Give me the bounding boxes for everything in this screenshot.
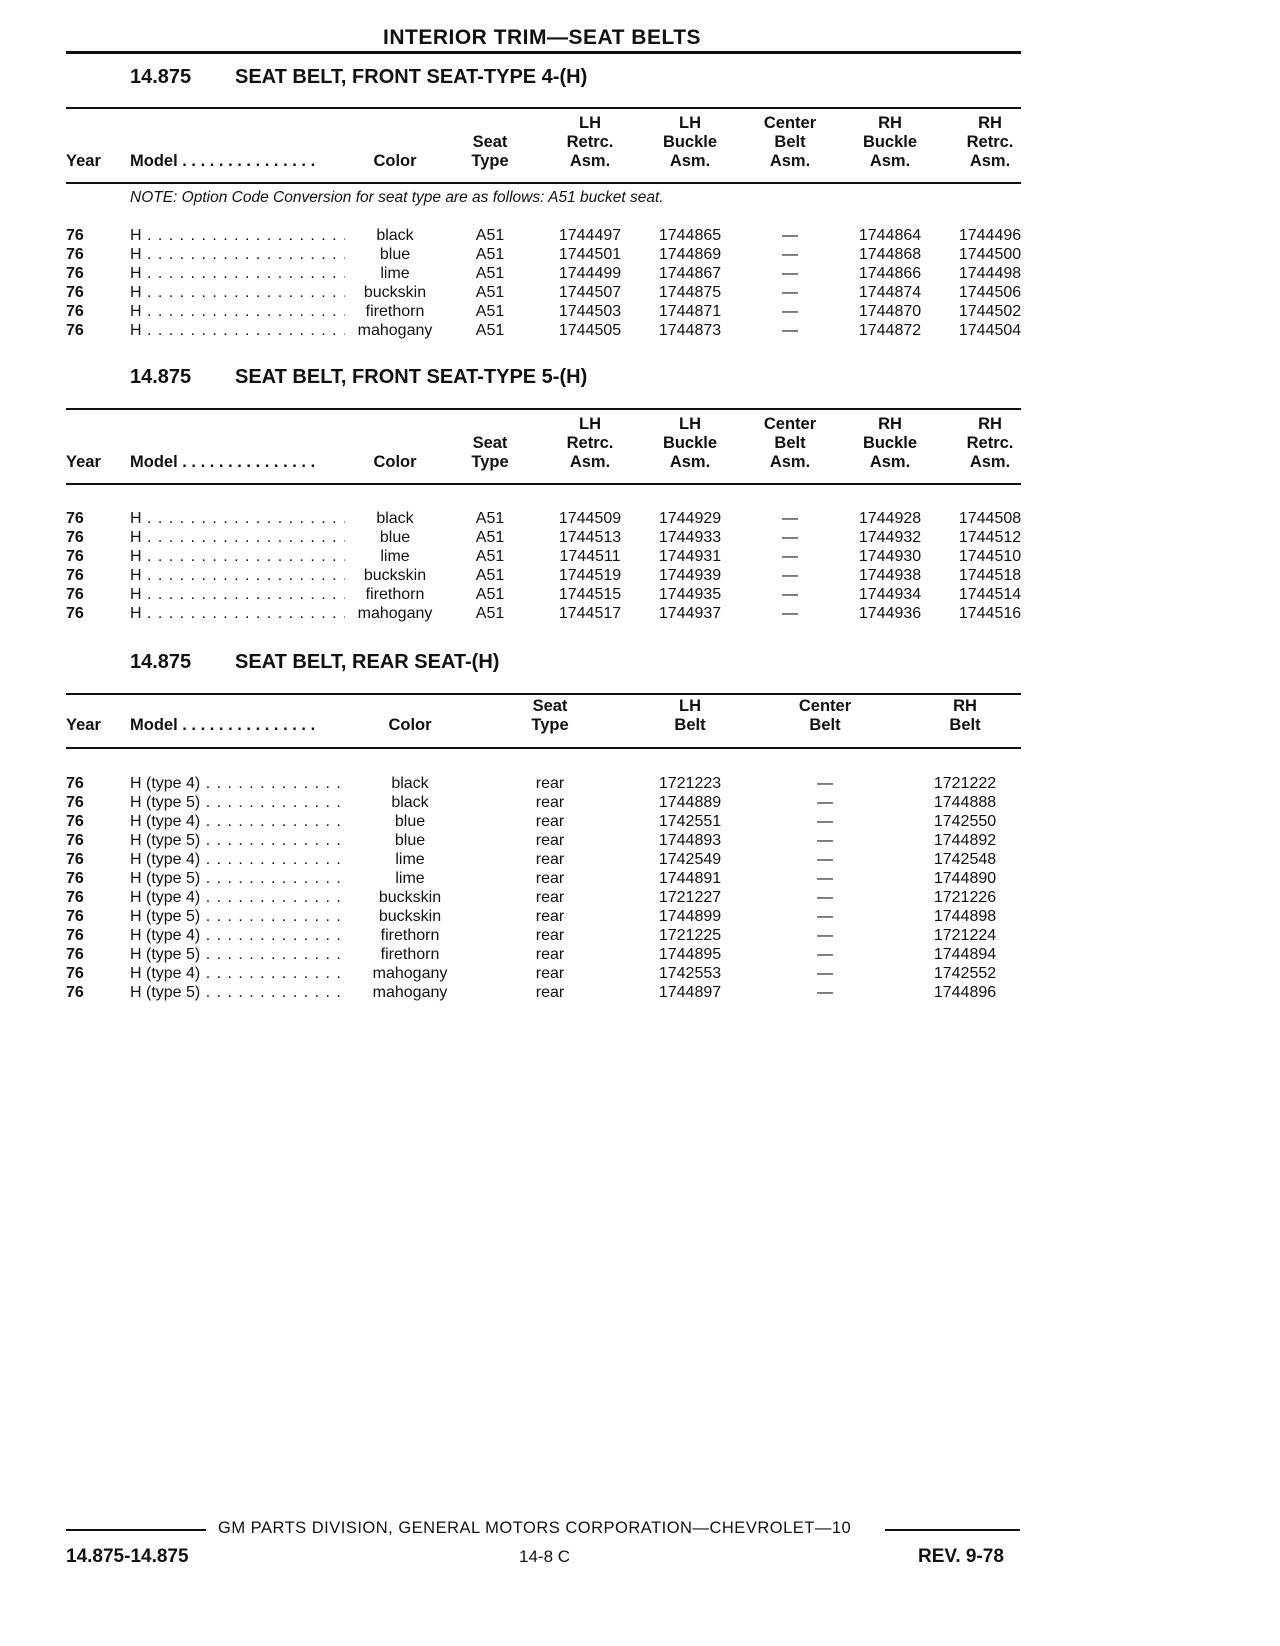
- model-cell: H . . .: [130, 321, 345, 340]
- color-cell: mahogany: [357, 322, 433, 339]
- model-cell: H (type 5) . . .: [130, 793, 345, 812]
- table-row: [0, 983, 1280, 1002]
- model-cell: H . . .: [130, 547, 345, 566]
- footer-revision: REV. 9-78: [918, 1546, 1004, 1567]
- lh-retrc-cell: 1744517: [558, 605, 622, 622]
- rh-retrc-cell: 1744496: [958, 227, 1022, 244]
- table-row: [0, 604, 1280, 623]
- model-cell: H (type 5) . . .: [130, 907, 345, 926]
- color-cell: blue: [379, 246, 411, 263]
- center-belt-cell: —: [782, 227, 798, 244]
- color-cell: lime: [380, 265, 410, 282]
- lh-retrc-cell: 1744513: [558, 529, 622, 546]
- seat-type-cell: rear: [535, 927, 565, 944]
- lh-buckle-cell: 1744871: [658, 303, 722, 320]
- rh-retrc-cell: 1744516: [958, 605, 1022, 622]
- year-cell: 76: [66, 548, 84, 565]
- year-cell: 76: [66, 832, 84, 849]
- s2-header-model: Model . . . . . . . . . . . . . . .: [130, 453, 316, 471]
- rh-retrc-cell: 1744508: [958, 510, 1022, 527]
- rh-buckle-cell: 1744866: [858, 265, 922, 282]
- seat-type-cell: rear: [535, 889, 565, 906]
- center-belt-cell: —: [817, 946, 833, 963]
- model-cell: H . . .: [130, 528, 345, 547]
- color-cell: blue: [394, 832, 426, 849]
- year-cell: 76: [66, 510, 84, 527]
- table-row: [0, 264, 1280, 283]
- year-cell: 76: [66, 322, 84, 339]
- lh-buckle-cell: 1744865: [658, 227, 722, 244]
- rh-buckle-cell: 1744928: [858, 510, 922, 527]
- seat-type-cell: rear: [535, 832, 565, 849]
- s1-header-color: Color: [373, 152, 417, 170]
- table-row: [0, 869, 1280, 888]
- seat-type-note: NOTE: Option Code Conversion for seat type are as follows: A51 bucket seat.: [130, 189, 664, 206]
- s2-header-lh-retrc: LH Retrc. Asm.: [566, 415, 614, 471]
- color-cell: buckskin: [363, 567, 427, 584]
- center-belt-cell: —: [817, 870, 833, 887]
- s2-header-rh-buckle: RH Buckle Asm.: [862, 415, 918, 471]
- lh-belt-cell: 1744889: [658, 794, 722, 811]
- color-cell: black: [376, 510, 414, 527]
- year-cell: 76: [66, 813, 84, 830]
- table-row: [0, 888, 1280, 907]
- section-1-number: 14.875: [130, 66, 192, 88]
- footer-page-number: 14-8 C: [519, 1547, 571, 1566]
- lh-belt-cell: 1721227: [658, 889, 722, 906]
- color-cell: firethorn: [365, 303, 425, 320]
- lh-buckle-cell: 1744939: [658, 567, 722, 584]
- lh-retrc-cell: 1744497: [558, 227, 622, 244]
- s2-header-center-belt: Center Belt Asm.: [763, 415, 817, 471]
- lh-buckle-cell: 1744935: [658, 586, 722, 603]
- rh-buckle-cell: 1744934: [858, 586, 922, 603]
- section-1-title: SEAT BELT, FRONT SEAT-TYPE 4-(H): [235, 66, 588, 88]
- model-cell: H (type 4) . . .: [130, 888, 345, 907]
- color-cell: black: [391, 794, 429, 811]
- center-belt-cell: —: [817, 908, 833, 925]
- rh-buckle-cell: 1744868: [858, 246, 922, 263]
- seat-type-cell: A51: [475, 548, 505, 565]
- seat-type-cell: A51: [475, 567, 505, 584]
- year-cell: 76: [66, 227, 84, 244]
- center-belt-cell: —: [782, 586, 798, 603]
- center-belt-cell: —: [817, 813, 833, 830]
- table-row: [0, 945, 1280, 964]
- s2-header-seat-type: Seat Type: [471, 434, 509, 471]
- year-cell: 76: [66, 984, 84, 1001]
- center-belt-cell: —: [817, 889, 833, 906]
- table-row: [0, 547, 1280, 566]
- rh-retrc-cell: 1744500: [958, 246, 1022, 263]
- year-cell: 76: [66, 851, 84, 868]
- s1-header-seat-type: Seat Type: [471, 133, 509, 170]
- lh-belt-cell: 1721223: [658, 775, 722, 792]
- rh-buckle-cell: 1744936: [858, 605, 922, 622]
- year-cell: 76: [66, 908, 84, 925]
- seat-type-cell: rear: [535, 965, 565, 982]
- seat-type-cell: rear: [535, 984, 565, 1001]
- color-cell: mahogany: [372, 984, 448, 1001]
- table-row: [0, 528, 1280, 547]
- model-cell: H (type 4) . . .: [130, 850, 345, 869]
- rh-retrc-cell: 1744512: [958, 529, 1022, 546]
- s2-header-lh-buckle: LH Buckle Asm.: [662, 415, 718, 471]
- seat-type-cell: A51: [475, 529, 505, 546]
- model-cell: H (type 5) . . .: [130, 983, 345, 1002]
- table-row: [0, 831, 1280, 850]
- lh-buckle-cell: 1744937: [658, 605, 722, 622]
- model-cell: H . . .: [130, 283, 345, 302]
- year-cell: 76: [66, 794, 84, 811]
- title-rule: [66, 51, 1021, 54]
- color-cell: firethorn: [380, 927, 440, 944]
- s2-header-rh-retrc: RH Retrc. Asm.: [966, 415, 1014, 471]
- year-cell: 76: [66, 927, 84, 944]
- model-cell: H (type 5) . . .: [130, 945, 345, 964]
- footer-rule-right: [885, 1529, 1020, 1531]
- rh-retrc-cell: 1744506: [958, 284, 1022, 301]
- seat-type-cell: rear: [535, 946, 565, 963]
- section-1-header-bottom-rule: [66, 182, 1021, 184]
- center-belt-cell: —: [817, 965, 833, 982]
- section-2-heading: [130, 366, 587, 389]
- rh-retrc-cell: 1744514: [958, 586, 1022, 603]
- model-cell: H . . .: [130, 566, 345, 585]
- center-belt-cell: —: [782, 246, 798, 263]
- center-belt-cell: —: [782, 548, 798, 565]
- center-belt-cell: —: [782, 567, 798, 584]
- seat-type-cell: rear: [535, 775, 565, 792]
- table-row: [0, 566, 1280, 585]
- lh-buckle-cell: 1744869: [658, 246, 722, 263]
- rh-buckle-cell: 1744932: [858, 529, 922, 546]
- color-cell: lime: [395, 870, 425, 887]
- table-row: [0, 850, 1280, 869]
- seat-type-cell: A51: [475, 265, 505, 282]
- table-row: [0, 926, 1280, 945]
- lh-buckle-cell: 1744933: [658, 529, 722, 546]
- section-2-number: 14.875: [130, 366, 192, 388]
- s1-header-rh-buckle: RH Buckle Asm.: [862, 114, 918, 170]
- rh-buckle-cell: 1744870: [858, 303, 922, 320]
- lh-buckle-cell: 1744875: [658, 284, 722, 301]
- model-cell: H . . .: [130, 264, 345, 283]
- section-1-heading: [130, 66, 587, 89]
- color-cell: buckskin: [378, 889, 442, 906]
- table-row: [0, 283, 1280, 302]
- seat-type-cell: rear: [535, 813, 565, 830]
- center-belt-cell: —: [817, 851, 833, 868]
- seat-type-cell: A51: [475, 227, 505, 244]
- center-belt-cell: —: [782, 322, 798, 339]
- year-cell: 76: [66, 605, 84, 622]
- color-cell: black: [391, 775, 429, 792]
- seat-type-cell: A51: [475, 322, 505, 339]
- lh-belt-cell: 1744897: [658, 984, 722, 1001]
- table-row: [0, 321, 1280, 340]
- color-cell: firethorn: [365, 586, 425, 603]
- seat-type-cell: rear: [535, 870, 565, 887]
- center-belt-cell: —: [782, 510, 798, 527]
- s3-header-center-belt: Center Belt: [798, 697, 852, 734]
- year-cell: 76: [66, 567, 84, 584]
- lh-retrc-cell: 1744509: [558, 510, 622, 527]
- lh-retrc-cell: 1744505: [558, 322, 622, 339]
- center-belt-cell: —: [817, 832, 833, 849]
- year-cell: 76: [66, 965, 84, 982]
- year-cell: 76: [66, 529, 84, 546]
- section-3-header-top-rule: [66, 693, 1021, 695]
- center-belt-cell: —: [817, 927, 833, 944]
- lh-buckle-cell: 1744931: [658, 548, 722, 565]
- table-row: [0, 964, 1280, 983]
- year-cell: 76: [66, 870, 84, 887]
- s1-header-lh-retrc: LH Retrc. Asm.: [566, 114, 614, 170]
- lh-retrc-cell: 1744507: [558, 284, 622, 301]
- seat-type-cell: A51: [475, 303, 505, 320]
- lh-buckle-cell: 1744873: [658, 322, 722, 339]
- section-2-header-top-rule: [66, 408, 1021, 410]
- table-row: [0, 585, 1280, 604]
- model-cell: H . . .: [130, 585, 345, 604]
- model-cell: H (type 4) . . .: [130, 926, 345, 945]
- color-cell: lime: [395, 851, 425, 868]
- color-cell: mahogany: [357, 605, 433, 622]
- rh-retrc-cell: 1744502: [958, 303, 1022, 320]
- section-2-title: SEAT BELT, FRONT SEAT-TYPE 5-(H): [235, 366, 588, 388]
- table-row: [0, 509, 1280, 528]
- center-belt-cell: —: [782, 605, 798, 622]
- s2-header-color: Color: [373, 453, 417, 471]
- year-cell: 76: [66, 946, 84, 963]
- color-cell: blue: [394, 813, 426, 830]
- model-cell: H . . .: [130, 604, 345, 623]
- table-row: [0, 907, 1280, 926]
- lh-buckle-cell: 1744867: [658, 265, 722, 282]
- rh-buckle-cell: 1744872: [858, 322, 922, 339]
- s2-header-year: Year: [66, 453, 101, 471]
- table-row: [0, 812, 1280, 831]
- rh-retrc-cell: 1744498: [958, 265, 1022, 282]
- s1-header-rh-retrc: RH Retrc. Asm.: [966, 114, 1014, 170]
- lh-belt-cell: 1744891: [658, 870, 722, 887]
- seat-type-cell: rear: [535, 908, 565, 925]
- lh-belt-cell: 1744893: [658, 832, 722, 849]
- color-cell: buckskin: [378, 908, 442, 925]
- lh-belt-cell: 1721225: [658, 927, 722, 944]
- year-cell: 76: [66, 889, 84, 906]
- lh-retrc-cell: 1744511: [559, 548, 621, 565]
- year-cell: 76: [66, 284, 84, 301]
- lh-retrc-cell: 1744515: [558, 586, 622, 603]
- page-title: INTERIOR TRIM—SEAT BELTS: [383, 26, 702, 49]
- model-cell: H (type 5) . . .: [130, 869, 345, 888]
- lh-retrc-cell: 1744501: [558, 246, 622, 263]
- lh-belt-cell: 1742551: [658, 813, 722, 830]
- color-cell: blue: [379, 529, 411, 546]
- color-cell: black: [376, 227, 414, 244]
- model-cell: H (type 4) . . .: [130, 812, 345, 831]
- table-row: [0, 245, 1280, 264]
- lh-belt-cell: 1742549: [658, 851, 722, 868]
- seat-type-cell: rear: [535, 794, 565, 811]
- seat-type-cell: A51: [475, 246, 505, 263]
- table-row: [0, 774, 1280, 793]
- year-cell: 76: [66, 246, 84, 263]
- rh-buckle-cell: 1744864: [858, 227, 922, 244]
- s3-header-color: Color: [388, 716, 432, 734]
- seat-type-cell: A51: [475, 586, 505, 603]
- rh-buckle-cell: 1744930: [858, 548, 922, 565]
- rh-retrc-cell: 1744504: [958, 322, 1022, 339]
- lh-retrc-cell: 1744519: [558, 567, 622, 584]
- footer-group-range: 14.875-14.875: [66, 1546, 189, 1567]
- s3-header-model: Model . . . . . . . . . . . . . . .: [130, 716, 316, 734]
- color-cell: mahogany: [372, 965, 448, 982]
- center-belt-cell: —: [782, 265, 798, 282]
- center-belt-cell: —: [782, 303, 798, 320]
- rh-belt-cell: 1742552: [933, 965, 997, 982]
- s3-header-lh-belt: LH Belt: [674, 697, 706, 734]
- center-belt-cell: —: [782, 284, 798, 301]
- lh-retrc-cell: 1744499: [558, 265, 622, 282]
- model-cell: H . . .: [130, 245, 345, 264]
- rh-belt-cell: 1744890: [933, 870, 997, 887]
- rh-retrc-cell: 1744518: [958, 567, 1022, 584]
- rh-belt-cell: 1742548: [933, 851, 997, 868]
- s1-header-model: Model . . . . . . . . . . . . . . .: [130, 152, 316, 170]
- s1-header-lh-buckle: LH Buckle Asm.: [662, 114, 718, 170]
- color-cell: buckskin: [363, 284, 427, 301]
- table-row: [0, 793, 1280, 812]
- seat-type-cell: rear: [535, 851, 565, 868]
- rh-belt-cell: 1721224: [933, 927, 997, 944]
- rh-belt-cell: 1744896: [933, 984, 997, 1001]
- center-belt-cell: —: [782, 529, 798, 546]
- year-cell: 76: [66, 586, 84, 603]
- table-row: [0, 226, 1280, 245]
- section-3-title: SEAT BELT, REAR SEAT-(H): [235, 651, 500, 673]
- lh-belt-cell: 1742553: [658, 965, 722, 982]
- s1-header-year: Year: [66, 152, 101, 170]
- section-1-header-top-rule: [66, 107, 1021, 109]
- year-cell: 76: [66, 303, 84, 320]
- seat-type-cell: A51: [475, 284, 505, 301]
- center-belt-cell: —: [817, 775, 833, 792]
- rh-belt-cell: 1721226: [933, 889, 997, 906]
- rh-belt-cell: 1742550: [933, 813, 997, 830]
- rh-belt-cell: 1744888: [933, 794, 997, 811]
- table-row: [0, 302, 1280, 321]
- s3-header-seat-type: Seat Type: [531, 697, 569, 734]
- model-cell: H . . .: [130, 509, 345, 528]
- model-cell: H . . .: [130, 302, 345, 321]
- section-3-heading: [130, 651, 499, 674]
- footer-rule-left: [66, 1529, 206, 1531]
- s1-header-center-belt: Center Belt Asm.: [763, 114, 817, 170]
- lh-retrc-cell: 1744503: [558, 303, 622, 320]
- center-belt-cell: —: [817, 984, 833, 1001]
- center-belt-cell: —: [817, 794, 833, 811]
- lh-belt-cell: 1744899: [658, 908, 722, 925]
- section-3-header-bottom-rule: [66, 747, 1021, 749]
- section-2-header-bottom-rule: [66, 483, 1021, 485]
- year-cell: 76: [66, 775, 84, 792]
- model-cell: H (type 4) . . .: [130, 964, 345, 983]
- seat-type-cell: A51: [475, 510, 505, 527]
- seat-type-cell: A51: [475, 605, 505, 622]
- color-cell: firethorn: [380, 946, 440, 963]
- rh-buckle-cell: 1744938: [858, 567, 922, 584]
- rh-belt-cell: 1744892: [933, 832, 997, 849]
- rh-retrc-cell: 1744510: [958, 548, 1022, 565]
- color-cell: lime: [380, 548, 410, 565]
- rh-belt-cell: 1721222: [933, 775, 997, 792]
- lh-belt-cell: 1744895: [658, 946, 722, 963]
- model-cell: H . . .: [130, 226, 345, 245]
- s3-header-rh-belt: RH Belt: [949, 697, 981, 734]
- model-cell: H (type 5) . . .: [130, 831, 345, 850]
- rh-belt-cell: 1744898: [933, 908, 997, 925]
- model-cell: H (type 4) . . .: [130, 774, 345, 793]
- footer-publisher: GM PARTS DIVISION, GENERAL MOTORS CORPORATION—CHEVROLET—10: [218, 1519, 852, 1537]
- section-3-number: 14.875: [130, 651, 192, 673]
- year-cell: 76: [66, 265, 84, 282]
- rh-buckle-cell: 1744874: [858, 284, 922, 301]
- lh-buckle-cell: 1744929: [658, 510, 722, 527]
- rh-belt-cell: 1744894: [933, 946, 997, 963]
- s3-header-year: Year: [66, 716, 101, 734]
